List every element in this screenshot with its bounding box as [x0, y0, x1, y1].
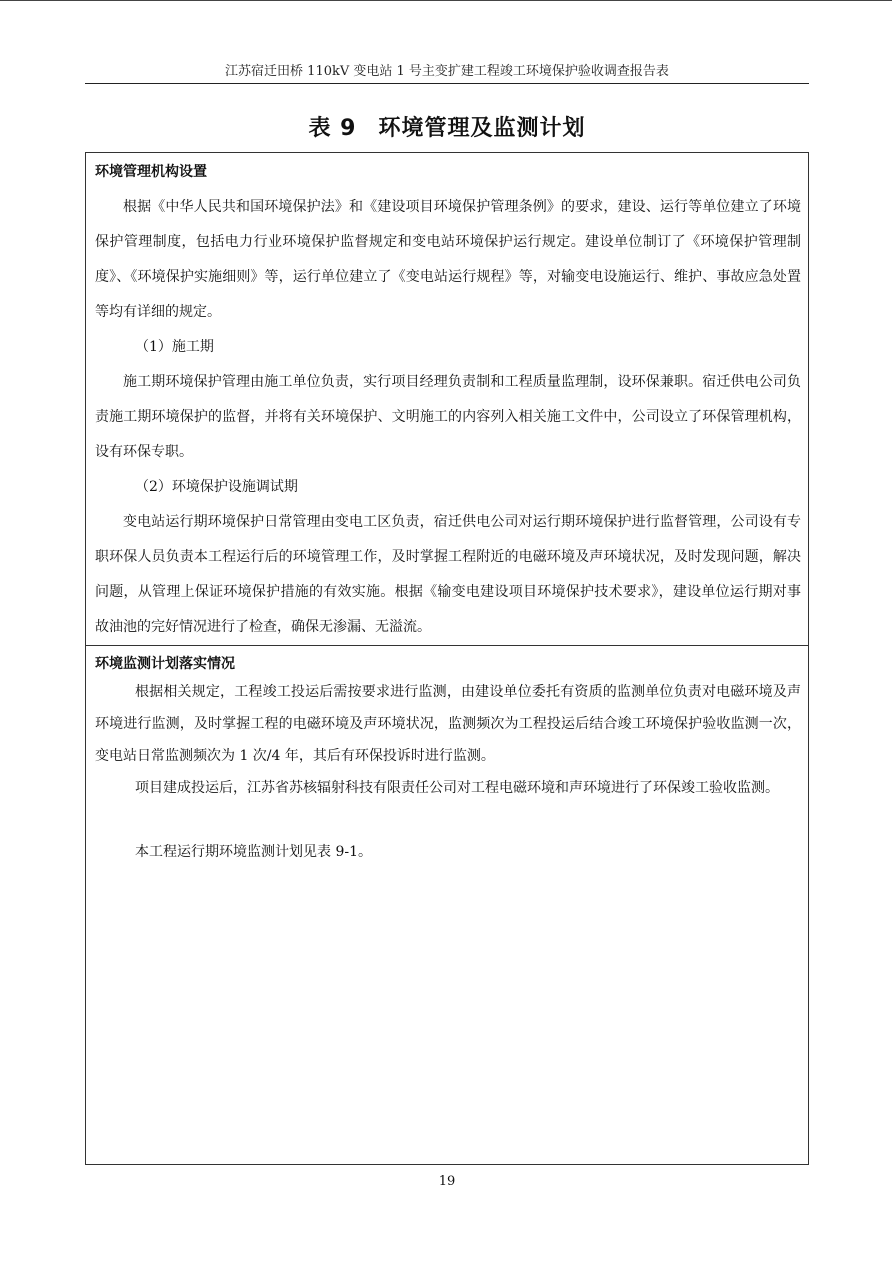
page-top-rule — [0, 0, 892, 1]
paragraph: 根据《中华人民共和国环境保护法》和《建设项目环境保护管理条例》的要求，建设、运行等单位建立了环境保护管理制度，包括电力行业环境保护监督规定和变电站环境保护运行规定。建设单位制订了《环境保护管理制度》、《环境保护实施细则》等，运行单位建立了《变电站运行规程》等，对输变电设施运行、维护、事故应急处置等均有详细的规定。 — [95, 199, 801, 320]
page-number: 19 — [438, 1174, 456, 1189]
section-management-organization — [86, 153, 808, 646]
content-frame — [85, 152, 809, 1165]
page-title — [85, 112, 809, 146]
paragraph: 变电站运行期环境保护日常管理由变电工区负责，宿迁供电公司对运行期环境保护进行监督管理，公司设有专职环保人员负责本工程运行后的环境管理工作，及时掌握工程附近的电磁环境及声环境状况，及时发现问题，解决问题，从管理上保证环境保护措施的有效实施。根据《输变电建设项目环境保护技术要求》，建设单位运行期对事故油池的完好情况进行了检查，确保无渗漏、无溢流。 — [95, 514, 801, 635]
table-title-text: 环境管理及监测计划 — [378, 116, 586, 141]
paragraph: 施工期环境保护管理由施工单位负责，实行项目经理负责制和工程质量监理制，设环保兼职。宿迁供电公司负责施工期环境保护的监督，并将有关环境保护、文明施工的内容列入相关施工文件中，公司设立了环保管理机构，设有环保专职。 — [95, 374, 801, 460]
subheading-construction-period: （1）施工期 — [135, 339, 214, 355]
section-heading: 环境管理机构设置 — [95, 164, 207, 180]
running-header: 江苏宿迁田桥 110kV 变电站 1 号主变扩建工程竣工环境保护验收调查报告表 — [225, 64, 669, 79]
paragraph: 项目建成投运后，江苏省苏核辐射科技有限责任公司对工程电磁环境和声环境进行了环保竣工验收监测。 — [135, 780, 779, 796]
subheading-commissioning-period: （2）环境保护设施调试期 — [135, 479, 298, 495]
section-monitoring-plan — [86, 646, 808, 1164]
paragraph: 本工程运行期环境监测计划见表 9-1。 — [135, 844, 372, 860]
header-rule — [85, 83, 809, 84]
paragraph: 根据相关规定，工程竣工投运后需按要求进行监测，由建设单位委托有资质的监测单位负责对电磁环境及声环境进行监测，及时掌握工程的电磁环境及声环境状况，监测频次为工程投运后结合竣工环境保护验收监测一次，变电站日常监测频次为 1 次/4 年，其后有环保投诉时进行监测。 — [95, 684, 801, 764]
table-number: 表 9 — [308, 116, 357, 141]
section-heading: 环境监测计划落实情况 — [95, 656, 235, 672]
